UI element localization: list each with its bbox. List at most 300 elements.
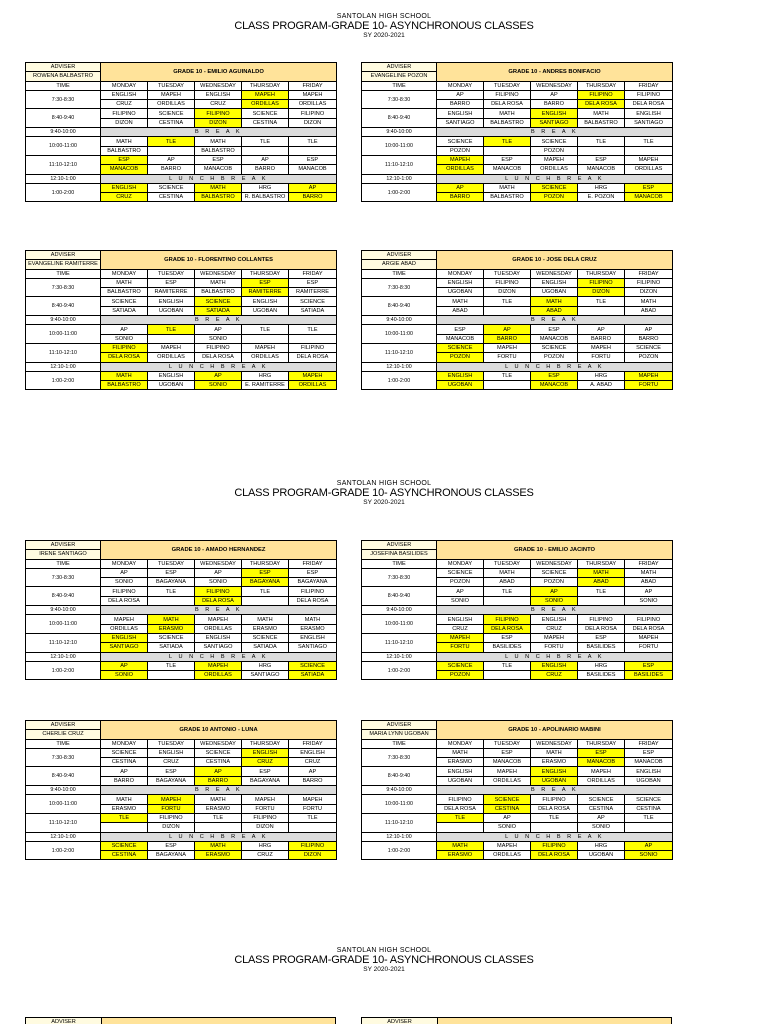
teacher-cell: BAGAYANA <box>289 578 337 587</box>
teacher-cell: RAMITERRE <box>289 288 337 297</box>
teacher-cell: DELA ROSA <box>101 596 148 605</box>
teacher-cell: DIZON <box>289 851 337 860</box>
teacher-cell: SANTIAGO <box>289 643 337 652</box>
subject-cell: TLE <box>578 137 625 146</box>
subject-cell: TLE <box>484 661 531 670</box>
time-slot: 11:10-12:10 <box>362 155 437 174</box>
subject-cell: MAPEH <box>148 90 195 99</box>
subject-cell: AP <box>242 155 289 164</box>
subject-cell: ENGLISH <box>148 297 195 306</box>
subject-cell: SCIENCE <box>195 297 242 306</box>
schedule-table <box>25 62 336 202</box>
teacher-cell: ERASMO <box>195 804 242 813</box>
subject-cell: MAPEH <box>289 371 337 380</box>
subject-cell: FILIPINO <box>578 278 625 287</box>
subject-cell: FILIPINO <box>484 615 531 624</box>
subject-cell: MAPEH <box>531 633 578 642</box>
schedule-table-partial-left <box>25 1017 336 1024</box>
teacher-cell <box>148 671 195 680</box>
break-row: B R E A K <box>437 316 673 325</box>
subject-cell: ENGLISH <box>242 748 289 757</box>
teacher-cell: BARRO <box>484 334 531 343</box>
teacher-cell: UGOBAN <box>578 851 625 860</box>
section-title: GRADE 10 - EMILIO AGUINALDO <box>101 63 337 82</box>
subject-cell: FILIPINO <box>578 90 625 99</box>
adviser-name: MARIA LYNN UGOBAN <box>362 730 437 739</box>
teacher-cell: BALBASTRO <box>195 146 242 155</box>
teacher-cell: MANACOB <box>578 758 625 767</box>
subject-cell: ENGLISH <box>531 767 578 776</box>
teacher-cell: BAGAYANA <box>148 776 195 785</box>
teacher-cell: CESTINA <box>148 193 195 202</box>
break-row: B R E A K <box>437 128 673 137</box>
teacher-cell: ERASMO <box>148 624 195 633</box>
subject-cell: MAPEH <box>625 155 673 164</box>
teacher-cell: RAMITERRE <box>242 288 289 297</box>
time-header: TIME <box>362 739 437 748</box>
time-slot: 1:00-2:00 <box>26 661 101 680</box>
lunch-break-row: L U N C H B R E A K <box>437 362 673 371</box>
time-slot: 1:00-2:00 <box>26 371 101 390</box>
subject-cell: MATH <box>195 795 242 804</box>
teacher-cell: BALBASTRO <box>578 118 625 127</box>
break-row: B R E A K <box>437 606 673 615</box>
subject-cell: MATH <box>437 297 484 306</box>
subject-cell: AP <box>289 183 337 192</box>
subject-cell: ESP <box>242 568 289 577</box>
teacher-cell: CESTINA <box>195 758 242 767</box>
subject-cell: SCIENCE <box>625 795 673 804</box>
teacher-cell: SATIADA <box>195 306 242 315</box>
subject-cell: AP <box>531 587 578 596</box>
teacher-cell: BALBASTRO <box>195 288 242 297</box>
teacher-cell <box>437 823 484 832</box>
day-header: TUESDAY <box>484 81 531 90</box>
teacher-cell: CRUZ <box>148 758 195 767</box>
time-slot: 12:10-1:00 <box>26 174 101 183</box>
teacher-cell: CESTINA <box>101 758 148 767</box>
day-header: THURSDAY <box>242 269 289 278</box>
subject-cell: MAPEH <box>484 841 531 850</box>
teacher-cell: CESTINA <box>101 851 148 860</box>
teacher-cell: POZON <box>531 353 578 362</box>
subject-cell: AP <box>531 90 578 99</box>
subject-cell: ESP <box>289 568 337 577</box>
subject-cell: FILIPINO <box>484 90 531 99</box>
time-slot: 11:10-12:10 <box>26 343 101 362</box>
subject-cell: FILIPINO <box>289 841 337 850</box>
subject-cell: ESP <box>578 748 625 757</box>
break-row: B R E A K <box>101 786 337 795</box>
day-header: MONDAY <box>437 559 484 568</box>
teacher-cell: SONIO <box>101 578 148 587</box>
subject-cell: MAPEH <box>484 767 531 776</box>
teacher-cell <box>148 334 195 343</box>
teacher-cell: DIZON <box>484 288 531 297</box>
teacher-cell: FORTU <box>531 643 578 652</box>
subject-cell: SCIENCE <box>101 297 148 306</box>
subject-cell: MATH <box>101 278 148 287</box>
subject-cell: MATH <box>242 615 289 624</box>
subject-cell: AP <box>195 568 242 577</box>
day-header: MONDAY <box>101 559 148 568</box>
subject-cell: HRG <box>578 661 625 670</box>
teacher-cell: CESTINA <box>625 804 673 813</box>
teacher-cell: ABAD <box>484 578 531 587</box>
teacher-cell <box>148 596 195 605</box>
subject-cell: TLE <box>148 661 195 670</box>
subject-cell: MAPEH <box>625 633 673 642</box>
subject-cell: HRG <box>578 183 625 192</box>
day-header: WEDNESDAY <box>531 81 578 90</box>
subject-cell: TLE <box>625 813 673 822</box>
teacher-cell: FORTU <box>625 643 673 652</box>
time-slot: 1:00-2:00 <box>362 183 437 202</box>
day-header: WEDNESDAY <box>195 269 242 278</box>
teacher-cell: BASILIDES <box>625 671 673 680</box>
subject-cell: MATH <box>195 137 242 146</box>
subject-cell: TLE <box>242 325 289 334</box>
subject-cell: MAPEH <box>148 343 195 352</box>
time-slot: 7:30-8:30 <box>362 90 437 109</box>
teacher-cell: BALBASTRO <box>101 288 148 297</box>
subject-cell: HRG <box>578 371 625 380</box>
teacher-cell: BARRO <box>101 776 148 785</box>
school-name: SANTOLAN HIGH SCHOOL <box>336 480 432 487</box>
subject-cell: MATH <box>531 748 578 757</box>
time-slot: 1:00-2:00 <box>362 371 437 390</box>
day-header: THURSDAY <box>242 739 289 748</box>
teacher-cell: BAGAYANA <box>148 851 195 860</box>
subject-cell: ENGLISH <box>101 90 148 99</box>
teacher-cell: BARRO <box>437 100 484 109</box>
subject-cell: FILIPINO <box>101 587 148 596</box>
day-header: FRIDAY <box>289 269 337 278</box>
day-header: MONDAY <box>437 269 484 278</box>
teacher-cell: SONIO <box>101 334 148 343</box>
day-header: MONDAY <box>437 739 484 748</box>
time-header: TIME <box>362 559 437 568</box>
teacher-cell: SATIADA <box>148 643 195 652</box>
day-header: TUESDAY <box>148 81 195 90</box>
teacher-cell: BASILIDES <box>484 643 531 652</box>
subject-cell: MATH <box>625 568 673 577</box>
subject-cell: MATH <box>289 615 337 624</box>
schedule-table <box>25 720 336 860</box>
teacher-cell: DELA ROSA <box>578 100 625 109</box>
subject-cell: SCIENCE <box>578 795 625 804</box>
teacher-cell <box>242 334 289 343</box>
teacher-cell: FORTU <box>437 643 484 652</box>
subject-cell: ESP <box>148 278 195 287</box>
teacher-cell: ORDILLAS <box>195 624 242 633</box>
day-header: FRIDAY <box>625 269 673 278</box>
teacher-cell: SONIO <box>625 596 673 605</box>
subject-cell: FILIPINO <box>101 109 148 118</box>
subject-cell: MAPEH <box>242 795 289 804</box>
teacher-cell: SONIO <box>484 823 531 832</box>
time-slot: 12:10-1:00 <box>362 832 437 841</box>
teacher-cell: MANACOB <box>484 758 531 767</box>
subject-cell: ESP <box>578 155 625 164</box>
subject-cell: ESP <box>195 155 242 164</box>
time-slot: 12:10-1:00 <box>26 652 101 661</box>
subject-cell: TLE <box>484 297 531 306</box>
time-slot: 9:40-10:00 <box>362 316 437 325</box>
day-header: TUESDAY <box>148 269 195 278</box>
teacher-cell: SANTIAGO <box>625 118 673 127</box>
teacher-cell: BAGAYANA <box>148 578 195 587</box>
school-year: SY 2020-2021 <box>363 966 405 973</box>
subject-cell: ENGLISH <box>289 633 337 642</box>
time-slot: 8:40-9:40 <box>362 109 437 128</box>
teacher-cell: UGOBAN <box>148 306 195 315</box>
teacher-cell: DIZON <box>195 118 242 127</box>
teacher-cell: SATIADA <box>289 306 337 315</box>
subject-cell: ESP <box>484 748 531 757</box>
time-slot: 10:00-11:00 <box>362 325 437 344</box>
teacher-cell: ERASMO <box>531 758 578 767</box>
adviser-name: JOSEFINA BASILIDES <box>362 550 437 559</box>
break-row: B R E A K <box>437 786 673 795</box>
adviser-label: ADVISER <box>362 251 437 260</box>
time-slot: 8:40-9:40 <box>362 297 437 316</box>
subject-cell: ENGLISH <box>148 748 195 757</box>
teacher-cell: SANTIAGO <box>531 118 578 127</box>
subject-cell: SCIENCE <box>437 343 484 352</box>
teacher-cell: BAGAYANA <box>242 776 289 785</box>
teacher-cell: SONIO <box>437 596 484 605</box>
day-header: THURSDAY <box>578 559 625 568</box>
teacher-cell: SONIO <box>195 334 242 343</box>
time-header: TIME <box>362 81 437 90</box>
page-title: CLASS PROGRAM-GRADE 10- ASYNCHRONOUS CLASSES <box>234 487 534 499</box>
time-slot: 10:00-11:00 <box>362 795 437 814</box>
adviser-name: CHERLIE CRUZ <box>26 730 101 739</box>
subject-cell: FILIPINO <box>625 278 673 287</box>
teacher-cell: SANTIAGO <box>195 643 242 652</box>
teacher-cell <box>578 306 625 315</box>
subject-cell: ESP <box>289 278 337 287</box>
subject-cell: ENGLISH <box>437 371 484 380</box>
teacher-cell: MANACOB <box>101 165 148 174</box>
teacher-cell: ERASMO <box>242 624 289 633</box>
time-slot: 1:00-2:00 <box>362 841 437 860</box>
time-slot: 1:00-2:00 <box>362 661 437 680</box>
subject-cell: MATH <box>101 137 148 146</box>
subject-cell: FILIPINO <box>625 615 673 624</box>
teacher-cell: UGOBAN <box>625 776 673 785</box>
teacher-cell: ORDILLAS <box>578 776 625 785</box>
subject-cell: AP <box>101 325 148 334</box>
adviser-label: ADVISER <box>362 541 437 550</box>
subject-cell: ESP <box>289 155 337 164</box>
teacher-cell: DIZON <box>101 118 148 127</box>
teacher-cell: BALBASTRO <box>484 193 531 202</box>
subject-cell: FILIPINO <box>148 813 195 822</box>
subject-cell: AP <box>101 767 148 776</box>
subject-cell: MATH <box>484 109 531 118</box>
time-slot: 9:40-10:00 <box>26 128 101 137</box>
lunch-break-row: L U N C H B R E A K <box>437 832 673 841</box>
subject-cell: SCIENCE <box>437 661 484 670</box>
teacher-cell <box>531 823 578 832</box>
teacher-cell <box>578 146 625 155</box>
teacher-cell: DIZON <box>578 288 625 297</box>
day-header: THURSDAY <box>242 81 289 90</box>
subject-cell: MAPEH <box>242 343 289 352</box>
subject-cell: FILIPINO <box>195 343 242 352</box>
day-header: WEDNESDAY <box>195 739 242 748</box>
time-slot: 11:10-12:10 <box>362 343 437 362</box>
time-slot: 7:30-8:30 <box>26 278 101 297</box>
teacher-cell: SONIO <box>195 381 242 390</box>
teacher-cell: ORDILLAS <box>289 381 337 390</box>
adviser-label: ADVISER <box>26 63 101 72</box>
subject-cell: ENGLISH <box>531 109 578 118</box>
teacher-cell: BARRO <box>531 100 578 109</box>
subject-cell: TLE <box>437 813 484 822</box>
teacher-cell: BARRO <box>289 776 337 785</box>
subject-cell: SCIENCE <box>437 137 484 146</box>
subject-cell: FILIPINO <box>531 795 578 804</box>
time-slot: 1:00-2:00 <box>26 841 101 860</box>
day-header: WEDNESDAY <box>195 81 242 90</box>
adviser-label: ADVISER <box>26 721 101 730</box>
subject-cell: FILIPINO <box>195 109 242 118</box>
teacher-cell: ORDILLAS <box>289 100 337 109</box>
time-slot: 12:10-1:00 <box>26 362 101 371</box>
teacher-cell <box>242 596 289 605</box>
adviser-name: IRENE SANTIAGO <box>26 550 101 559</box>
day-header: TUESDAY <box>148 559 195 568</box>
teacher-cell: ORDILLAS <box>625 165 673 174</box>
day-header: FRIDAY <box>625 739 673 748</box>
day-header: MONDAY <box>101 269 148 278</box>
teacher-cell: BALBASTRO <box>101 381 148 390</box>
lunch-break-row: L U N C H B R E A K <box>101 652 337 661</box>
subject-cell: MATH <box>437 841 484 850</box>
subject-cell: ENGLISH <box>437 278 484 287</box>
subject-cell: MAPEH <box>625 371 673 380</box>
adviser-name: EVANGELINE POZON <box>362 72 437 81</box>
teacher-cell: RAMITERRE <box>148 288 195 297</box>
subject-cell: FILIPINO <box>437 795 484 804</box>
teacher-cell <box>101 823 148 832</box>
adviser-label: ADVISER <box>361 1017 438 1024</box>
teacher-cell: ABAD <box>437 306 484 315</box>
subject-cell: ESP <box>148 841 195 850</box>
teacher-cell: POZON <box>531 578 578 587</box>
teacher-cell: E. RAMITERRE <box>242 381 289 390</box>
teacher-cell: SATIADA <box>242 643 289 652</box>
time-slot: 8:40-9:40 <box>26 587 101 606</box>
subject-cell: MATH <box>578 109 625 118</box>
teacher-cell: BARRO <box>625 334 673 343</box>
teacher-cell <box>625 146 673 155</box>
subject-cell: MATH <box>148 615 195 624</box>
teacher-cell: DELA ROSA <box>531 804 578 813</box>
subject-cell: AP <box>195 371 242 380</box>
page-title: CLASS PROGRAM-GRADE 10- ASYNCHRONOUS CLASSES <box>234 954 534 966</box>
teacher-cell: ERASMO <box>195 851 242 860</box>
subject-cell: ENGLISH <box>625 767 673 776</box>
subject-cell: MAPEH <box>578 343 625 352</box>
subject-cell: ENGLISH <box>289 748 337 757</box>
teacher-cell: SONIO <box>625 851 673 860</box>
day-header: MONDAY <box>437 81 484 90</box>
time-slot: 7:30-8:30 <box>26 90 101 109</box>
subject-cell: ENGLISH <box>625 109 673 118</box>
subject-cell: AP <box>484 325 531 334</box>
subject-cell: FILIPINO <box>242 813 289 822</box>
teacher-cell: DELA ROSA <box>625 624 673 633</box>
subject-cell: ENGLISH <box>101 633 148 642</box>
section-title: GRADE 10 - JOSE DELA CRUZ <box>437 251 673 270</box>
section-title: GRADE 10 - ANDRES BONIFACIO <box>437 63 673 82</box>
subject-cell: MAPEH <box>148 795 195 804</box>
subject-cell: ENGLISH <box>242 297 289 306</box>
teacher-cell: MANACOB <box>437 334 484 343</box>
subject-cell: ENGLISH <box>195 633 242 642</box>
section-title: GRADE 10 - EMILIO JACINTO <box>437 541 673 560</box>
teacher-cell: SANTIAGO <box>101 643 148 652</box>
teacher-cell: POZON <box>437 353 484 362</box>
subject-cell: TLE <box>148 137 195 146</box>
teacher-cell: SANTIAGO <box>437 118 484 127</box>
subject-cell: FILIPINO <box>289 587 337 596</box>
teacher-cell: ORDILLAS <box>148 100 195 109</box>
time-slot: 7:30-8:30 <box>362 568 437 587</box>
day-header: FRIDAY <box>625 559 673 568</box>
teacher-cell: UGOBAN <box>148 381 195 390</box>
subject-cell: MATH <box>101 795 148 804</box>
subject-cell: ESP <box>101 155 148 164</box>
subject-cell: ENGLISH <box>195 90 242 99</box>
teacher-cell: POZON <box>531 146 578 155</box>
time-slot: 9:40-10:00 <box>362 128 437 137</box>
section-title: GRADE 10 - AMADO HERNANDEZ <box>101 541 337 560</box>
teacher-cell: BARRO <box>148 165 195 174</box>
subject-cell: AP <box>625 325 673 334</box>
subject-cell: MAPEH <box>484 343 531 352</box>
teacher-cell: CRUZ <box>195 100 242 109</box>
time-slot: 12:10-1:00 <box>26 832 101 841</box>
day-header: WEDNESDAY <box>195 559 242 568</box>
teacher-cell: FORTU <box>625 381 673 390</box>
time-slot: 12:10-1:00 <box>362 362 437 371</box>
teacher-cell: MANACOB <box>531 334 578 343</box>
teacher-cell: ORDILLAS <box>148 353 195 362</box>
adviser-label: ADVISER <box>362 63 437 72</box>
section-title: GRADE 10 ANTONIO - LUNA <box>101 721 337 740</box>
teacher-cell: DELA ROSA <box>531 851 578 860</box>
schedule-table <box>25 250 336 390</box>
subject-cell: SCIENCE <box>242 633 289 642</box>
subject-cell: MAPEH <box>101 615 148 624</box>
teacher-cell: SONIO <box>195 578 242 587</box>
day-header: MONDAY <box>101 739 148 748</box>
teacher-cell: E. POZON <box>578 193 625 202</box>
teacher-cell: ORDILLAS <box>242 353 289 362</box>
subject-cell: MATH <box>195 841 242 850</box>
teacher-cell: BARRO <box>289 193 337 202</box>
subject-cell: ENGLISH <box>437 767 484 776</box>
break-row: B R E A K <box>101 316 337 325</box>
subject-cell: MATH <box>578 568 625 577</box>
teacher-cell: MANACOB <box>625 193 673 202</box>
teacher-cell: DELA ROSA <box>484 624 531 633</box>
